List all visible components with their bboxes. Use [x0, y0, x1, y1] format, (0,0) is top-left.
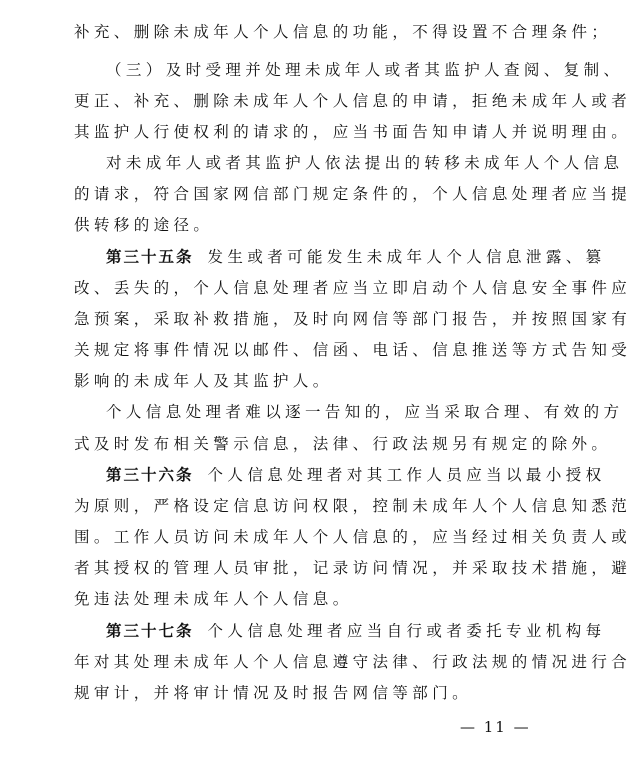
- article-number: 第三十五条: [106, 247, 194, 266]
- article-text: 发生或者可能发生未成年人个人信息泄露、篡: [207, 248, 606, 266]
- text-line: 影响的未成年人及其监护人。: [74, 372, 333, 390]
- text-line: 对未成年人或者其监护人依法提出的转移未成年人个人信息: [106, 154, 624, 172]
- text-line: 其监护人行使权利的请求的，应当书面告知申请人并说明理由。: [74, 123, 631, 141]
- text-line: 补充、删除未成年人个人信息的功能，不得设置不合理条件；: [74, 23, 612, 41]
- text-line: 的请求，符合国家网信部门规定条件的，个人信息处理者应当提: [74, 185, 631, 203]
- text-line: （三）及时受理并处理未成年人或者其监护人查阅、复制、: [106, 61, 624, 79]
- page-number: — 11 —: [460, 718, 531, 736]
- text-line: 为原则，严格设定信息访问权限，控制未成年人个人信息知悉范: [74, 497, 631, 515]
- article-35-heading-line: [106, 242, 606, 272]
- text-line: 围。工作人员访问未成年人个人信息的，应当经过相关负责人或: [74, 528, 631, 546]
- article-text: 个人信息处理者对其工作人员应当以最小授权: [207, 466, 606, 484]
- article-37-heading-line: [106, 616, 606, 646]
- text-line: 关规定将事件情况以邮件、信函、电话、信息推送等方式告知受: [74, 341, 631, 359]
- text-line: 急预案，采取补救措施，及时向网信等部门报告，并按照国家有: [74, 310, 631, 328]
- article-text: 个人信息处理者应当自行或者委托专业机构每: [207, 622, 606, 640]
- text-line: 改、丢失的，个人信息处理者应当立即启动个人信息安全事件应: [74, 279, 631, 297]
- article-36-heading-line: [106, 460, 606, 490]
- text-line: 供转移的途径。: [74, 216, 214, 234]
- text-line: 年对其处理未成年人个人信息遵守法律、行政法规的情况进行合: [74, 653, 631, 671]
- text-line: 更正、补充、删除未成年人个人信息的申请，拒绝未成年人或者: [74, 92, 631, 110]
- text-line: 规审计，并将审计情况及时报告网信等部门。: [74, 684, 473, 702]
- article-number: 第三十六条: [106, 465, 194, 484]
- text-line: 式及时发布相关警示信息，法律、行政法规另有规定的除外。: [74, 435, 612, 453]
- text-line: 者其授权的管理人员审批，记录访问情况，并采取技术措施，避: [74, 559, 631, 577]
- text-line: 个人信息处理者难以逐一告知的，应当采取合理、有效的方: [106, 403, 624, 421]
- text-line: 免违法处理未成年人个人信息。: [74, 590, 353, 608]
- article-number: 第三十七条: [106, 621, 194, 640]
